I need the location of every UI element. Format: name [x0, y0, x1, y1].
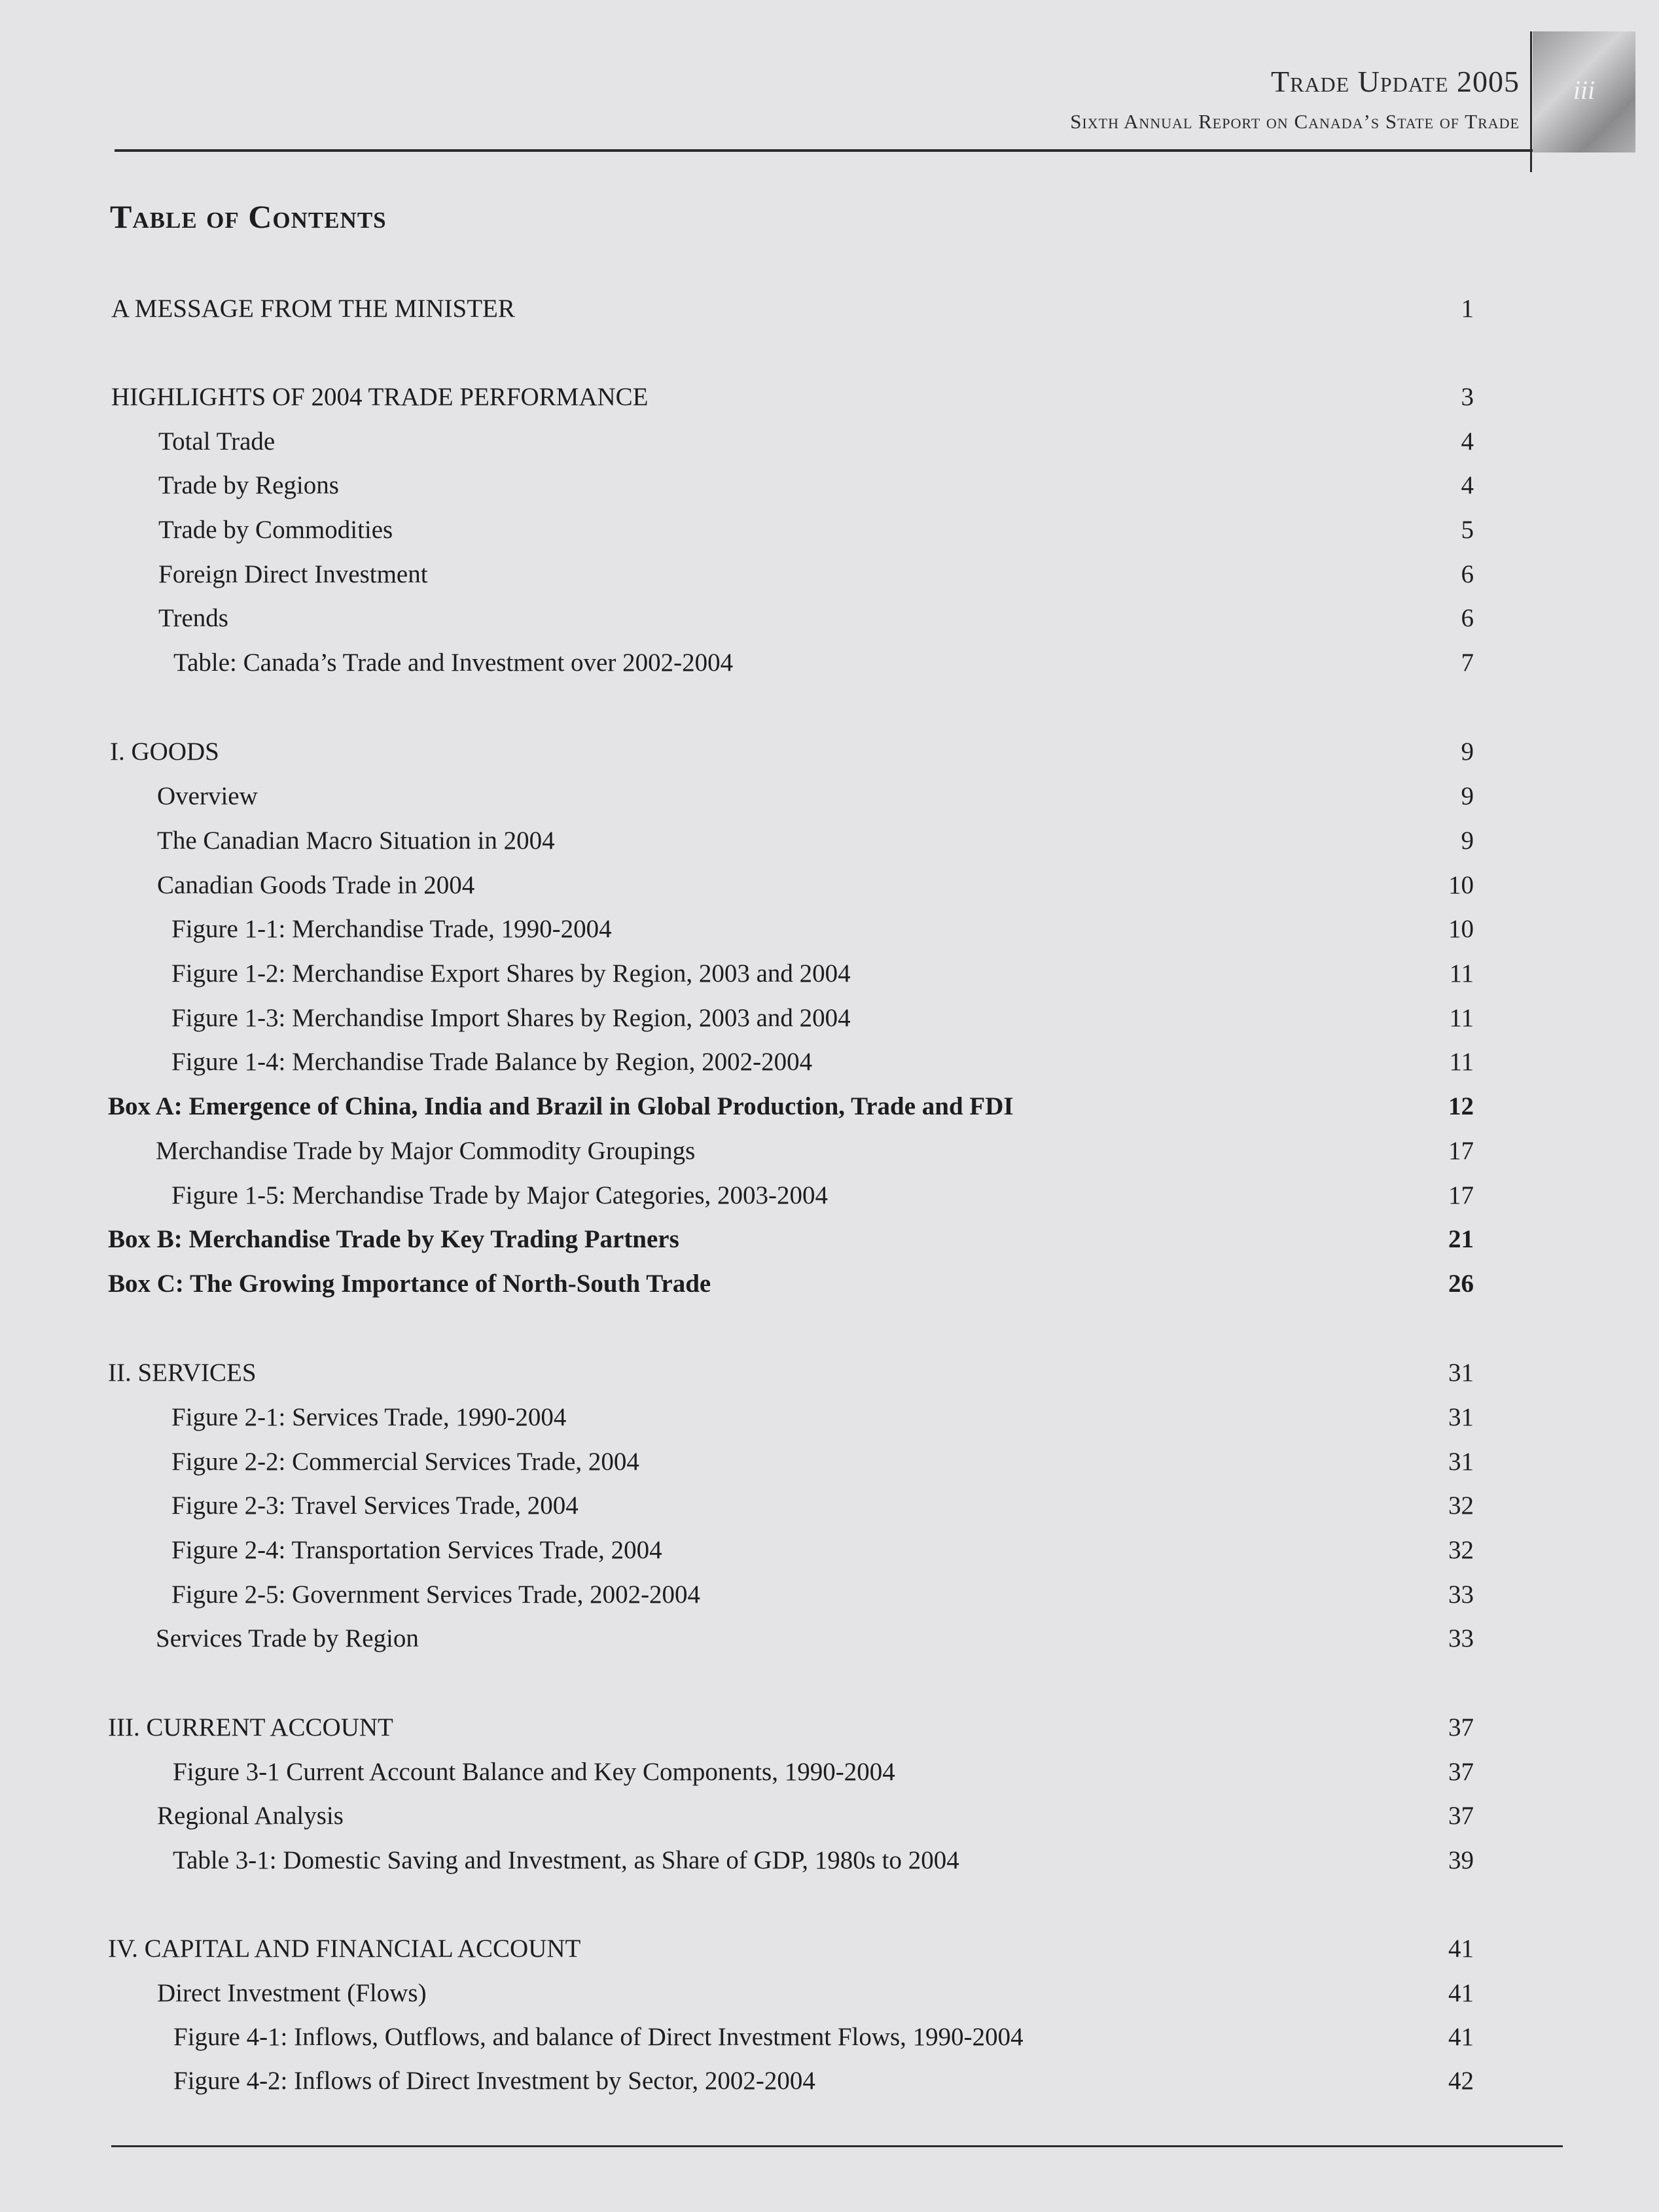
toc-leader-dots: [665, 1534, 1446, 1567]
toc-entry-page: 9: [1461, 738, 1474, 766]
page-number: iii: [1573, 75, 1596, 105]
toc-entry-page: 31: [1448, 1448, 1474, 1476]
header-vertical-rule: [1530, 31, 1532, 172]
toc-entry-page: 31: [1448, 1403, 1474, 1431]
toc-entry-title: Table: Canada’s Trade and Investment over 2002-2004: [173, 649, 734, 677]
toc-entry-page: 7: [1461, 649, 1474, 677]
toc-entry[interactable]: [158, 425, 1474, 458]
header-rule: [115, 149, 1571, 152]
toc-entry[interactable]: [173, 647, 1474, 679]
toc-leader-dots: [346, 1800, 1446, 1832]
toc-entry-title: Figure 4-2: Inflows of Direct Investment by Sector, 2002-2004: [173, 2067, 815, 2095]
toc-leader-dots: [569, 1401, 1446, 1434]
toc-entry-title: HIGHLIGHTS OF 2004 TRADE PERFORMANCE: [111, 383, 649, 411]
toc-entry-page: 6: [1461, 560, 1474, 588]
toc-entry-title: Merchandise Trade by Major Commodity Groupings: [156, 1137, 696, 1165]
toc-entry-title: Figure 2-1: Services Trade, 1990-2004: [171, 1403, 567, 1431]
toc-entry[interactable]: [171, 1401, 1474, 1434]
toc-leader-dots: [558, 825, 1459, 857]
toc-leader-dots: [898, 1756, 1446, 1789]
toc-entry-page: 11: [1449, 959, 1474, 988]
toc-entry[interactable]: [171, 1179, 1474, 1212]
toc-entry-page: 9: [1461, 782, 1474, 810]
toc-entry-title: Figure 2-2: Commercial Services Trade, 2004: [171, 1448, 639, 1476]
toc-entry[interactable]: [171, 1534, 1474, 1567]
toc-entry-box[interactable]: [108, 1268, 1474, 1300]
running-header-subtitle: Sixth Annual Report on Canada’s State of Trade: [1070, 110, 1520, 133]
toc-leader-dots: [581, 1490, 1446, 1522]
toc-leader-dots: [1026, 2021, 1446, 2054]
toc-entry-title: Table 3-1: Domestic Saving and Investment, as Share of GDP, 1980s to 2004: [173, 1846, 959, 1874]
toc-entry-title: Trends: [158, 604, 228, 632]
toc-leader-dots: [260, 780, 1459, 813]
toc-leader-dots: [421, 1622, 1446, 1655]
toc-leader-dots: [651, 381, 1459, 414]
page-number-tab: [1533, 31, 1635, 152]
toc-entry-page: 3: [1461, 383, 1474, 411]
toc-leader-dots: [477, 869, 1446, 902]
toc-entry[interactable]: [157, 1800, 1474, 1832]
toc-entry[interactable]: [110, 736, 1474, 768]
toc-entry-box[interactable]: [108, 1090, 1474, 1123]
toc-entry-title: The Canadian Macro Situation in 2004: [157, 827, 555, 855]
toc-entry[interactable]: [156, 1135, 1474, 1168]
toc-entry-page: 1: [1461, 294, 1474, 323]
toc-entry-title: Trade by Commodities: [158, 516, 393, 544]
toc-entry-page: 26: [1448, 1270, 1474, 1298]
toc-leader-dots: [1016, 1090, 1446, 1123]
toc-leader-dots: [429, 1977, 1446, 2010]
toc-leader-dots: [396, 1711, 1446, 1744]
toc-leader-dots: [830, 1179, 1446, 1212]
toc-entry-title: Figure 2-3: Travel Services Trade, 2004: [171, 1491, 579, 1520]
toc-leader-dots: [615, 913, 1446, 946]
toc-leader-dots: [682, 1223, 1446, 1256]
toc-entry[interactable]: [171, 913, 1474, 946]
toc-entry-title: Foreign Direct Investment: [158, 560, 428, 588]
toc-leader-dots: [518, 293, 1459, 325]
toc-entry[interactable]: [157, 869, 1474, 902]
footer-rule: [111, 2145, 1563, 2147]
toc-entry-page: 12: [1448, 1092, 1474, 1120]
toc-entry-page: 32: [1448, 1491, 1474, 1520]
toc-entry[interactable]: [108, 1357, 1474, 1389]
toc-entry[interactable]: [158, 469, 1474, 502]
toc-leader-dots: [736, 647, 1458, 679]
toc-entry[interactable]: [157, 1977, 1474, 2010]
toc-entry[interactable]: [173, 2021, 1474, 2054]
toc-entry[interactable]: [171, 1446, 1474, 1478]
toc-entry-page: 39: [1448, 1846, 1474, 1874]
toc-entry[interactable]: [158, 602, 1474, 635]
toc-entry[interactable]: [158, 514, 1474, 546]
toc-leader-dots: [222, 736, 1459, 768]
toc-entry-page: 42: [1448, 2067, 1474, 2095]
toc-leader-dots: [642, 1446, 1446, 1478]
toc-entry-box[interactable]: [108, 1223, 1474, 1256]
toc-leader-dots: [703, 1579, 1446, 1611]
toc-entry[interactable]: [173, 1844, 1474, 1877]
toc-entry[interactable]: [171, 1002, 1474, 1035]
toc-entry[interactable]: [171, 957, 1474, 990]
toc-entry-title: Overview: [157, 782, 258, 810]
toc-entry-page: 6: [1461, 604, 1474, 632]
toc-entry-page: 17: [1448, 1137, 1474, 1165]
toc-leader-dots: [277, 425, 1458, 458]
toc-entry[interactable]: [108, 1711, 1474, 1744]
toc-entry-title: Trade by Regions: [158, 471, 339, 499]
toc-leader-dots: [395, 514, 1458, 546]
toc-entry-page: 4: [1461, 427, 1474, 455]
toc-entry-title: Box B: Merchandise Trade by Key Trading Partners: [108, 1225, 679, 1253]
toc-entry[interactable]: [157, 780, 1474, 813]
toc-entry-page: 11: [1449, 1004, 1474, 1032]
toc-leader-dots: [231, 602, 1459, 635]
toc-entry[interactable]: [111, 381, 1474, 414]
toc-entry-page: 33: [1448, 1580, 1474, 1609]
toc-entry-page: 41: [1448, 2023, 1474, 2051]
toc-entry[interactable]: [171, 1490, 1474, 1522]
toc-entry-title: A MESSAGE FROM THE MINISTER: [111, 294, 515, 323]
toc-entry[interactable]: [158, 558, 1474, 591]
toc-leader-dots: [818, 2065, 1446, 2097]
toc-entry-page: 33: [1448, 1624, 1474, 1652]
toc-entry-page: 31: [1448, 1359, 1474, 1387]
toc-leader-dots: [962, 1844, 1446, 1877]
toc-entry[interactable]: [173, 1756, 1474, 1789]
toc-entry[interactable]: [157, 825, 1474, 857]
toc-entry-page: 37: [1448, 1802, 1474, 1830]
toc-entry-page: 32: [1448, 1536, 1474, 1564]
toc-entry-title: Services Trade by Region: [156, 1624, 419, 1652]
toc-entry-title: Figure 1-1: Merchandise Trade, 1990-2004: [171, 915, 612, 943]
toc-entry-page: 4: [1461, 471, 1474, 499]
toc-entry-title: Figure 1-2: Merchandise Export Shares by Region, 2003 and 2004: [171, 959, 851, 988]
toc-entry-page: 10: [1448, 871, 1474, 899]
toc-entry-title: Figure 4-1: Inflows, Outflows, and balance of Direct Investment Flows, 1990-2004: [173, 2023, 1024, 2051]
toc-leader-dots: [431, 558, 1459, 591]
toc-entry-title: Figure 2-5: Government Services Trade, 2002-2004: [171, 1580, 701, 1609]
toc-entry-page: 41: [1448, 1935, 1474, 1963]
toc-entry[interactable]: [108, 1933, 1474, 1965]
toc-entry[interactable]: [156, 1622, 1474, 1655]
toc-entry-title: Box C: The Growing Importance of North-South Trade: [108, 1270, 711, 1298]
toc-leader-dots: [853, 957, 1447, 990]
toc-entry-title: Regional Analysis: [157, 1802, 344, 1830]
toc-leader-dots: [713, 1268, 1446, 1300]
toc-entry-page: 37: [1448, 1758, 1474, 1786]
toc-entry[interactable]: [171, 1579, 1474, 1611]
toc-entry-title: Figure 1-5: Merchandise Trade by Major Categories, 2003-2004: [171, 1181, 828, 1209]
toc-leader-dots: [815, 1046, 1446, 1079]
toc-entry-page: 41: [1448, 1979, 1474, 2007]
toc-heading: Table of Contents: [110, 198, 387, 235]
toc-entry-page: 10: [1448, 915, 1474, 943]
toc-entry-title: Box A: Emergence of China, India and Brazil in Global Production, Trade and FDI: [108, 1092, 1014, 1120]
toc-entry-title: Figure 1-3: Merchandise Import Shares by Region, 2003 and 2004: [171, 1004, 851, 1032]
toc-entry-page: 11: [1449, 1048, 1474, 1076]
toc-entry-title: Total Trade: [158, 427, 276, 455]
running-header-title: Trade Update 2005: [1271, 65, 1520, 98]
toc-entry-title: III. CURRENT ACCOUNT: [108, 1713, 393, 1741]
toc-leader-dots: [853, 1002, 1447, 1035]
toc-entry-title: II. SERVICES: [108, 1359, 257, 1387]
toc-entry-page: 5: [1461, 516, 1474, 544]
toc-entry-title: Figure 2-4: Transportation Services Trade, 2004: [171, 1536, 662, 1564]
toc-leader-dots: [698, 1135, 1446, 1168]
toc-entry-title: Figure 1-4: Merchandise Trade Balance by Region, 2002-2004: [171, 1048, 813, 1076]
toc-entry-page: 9: [1461, 827, 1474, 855]
toc-leader-dots: [583, 1933, 1446, 1965]
toc-entry-page: 17: [1448, 1181, 1474, 1209]
toc-entry-title: Canadian Goods Trade in 2004: [157, 871, 475, 899]
toc-entry[interactable]: [171, 1046, 1474, 1079]
toc-entry[interactable]: [111, 293, 1474, 325]
toc-entry-page: 37: [1448, 1713, 1474, 1741]
toc-entry-page: 21: [1448, 1225, 1474, 1253]
toc-entry-title: I. GOODS: [110, 738, 219, 766]
toc-leader-dots: [342, 469, 1459, 502]
toc-entry[interactable]: [173, 2065, 1474, 2097]
toc-leader-dots: [259, 1357, 1446, 1389]
toc-entry-title: IV. CAPITAL AND FINANCIAL ACCOUNT: [108, 1935, 581, 1963]
toc-entry-title: Figure 3-1 Current Account Balance and Key Components, 1990-2004: [173, 1758, 895, 1786]
toc-entry-title: Direct Investment (Flows): [157, 1979, 427, 2007]
